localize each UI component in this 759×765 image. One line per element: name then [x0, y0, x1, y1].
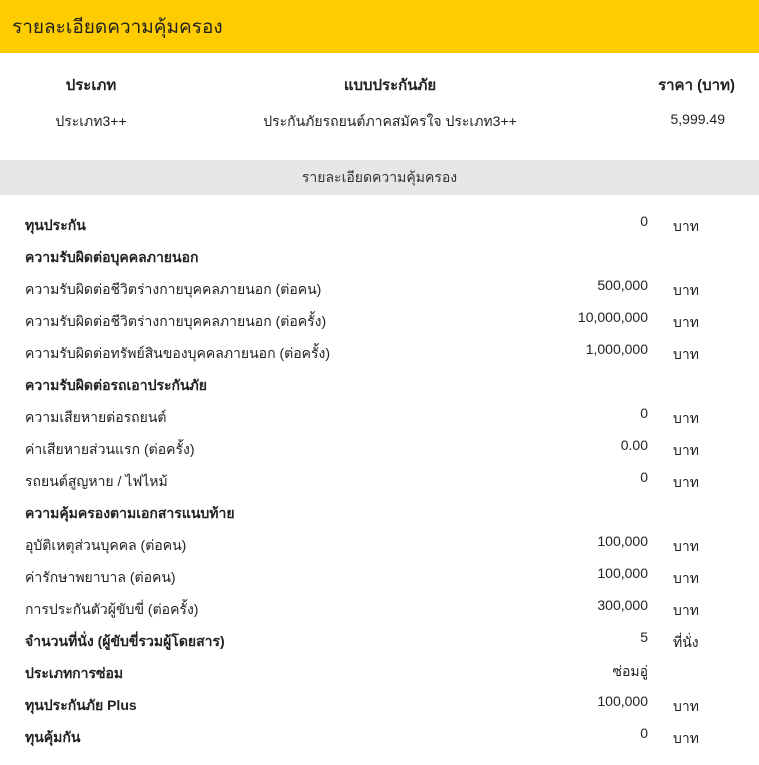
coverage-value: 100,000 [597, 533, 648, 549]
coverage-unit: บาท [673, 602, 699, 618]
coverage-unit: บาท [673, 410, 699, 426]
coverage-unit: บาท [673, 218, 699, 234]
price-value: 5,999.49 [670, 111, 725, 127]
coverage-value: 5 [640, 629, 648, 645]
price-header: ราคา (บาท) [658, 77, 735, 94]
coverage-value: 100,000 [597, 565, 648, 581]
coverage-value: 0 [640, 469, 648, 485]
coverage-row [0, 623, 759, 655]
coverage-label: ความรับผิดต่อบุคคลภายนอก [25, 249, 199, 265]
coverage-unit: บาท [673, 346, 699, 362]
header-bar [0, 0, 759, 53]
coverage-row [0, 719, 759, 751]
coverage-unit: บาท [673, 442, 699, 458]
coverage-unit: บาท [673, 698, 699, 714]
coverage-value: 0 [640, 213, 648, 229]
coverage-label: อุบัติเหตุส่วนบุคคล (ต่อคน) [25, 537, 187, 553]
coverage-row [0, 367, 759, 399]
coverage-unit: บาท [673, 314, 699, 330]
coverage-value: 300,000 [597, 597, 648, 613]
type-value: ประเภท3++ [55, 113, 127, 129]
coverage-row [0, 431, 759, 463]
coverage-unit: ที่นั่ง [673, 634, 699, 650]
section-header [0, 160, 759, 195]
coverage-value: 0 [640, 405, 648, 421]
coverage-label: รถยนต์สูญหาย / ไฟไหม้ [25, 473, 168, 489]
coverage-label: ความคุ้มครองตามเอกสารแนบท้าย [25, 505, 235, 521]
coverage-label: การประกันตัวผู้ขับขี่ (ต่อครั้ง) [25, 601, 199, 617]
coverage-unit: บาท [673, 474, 699, 490]
coverage-label: ความรับผิดต่อทรัพย์สินของบุคคลภายนอก (ต่อครั้ง) [25, 345, 331, 361]
coverage-row [0, 335, 759, 367]
coverage-value: 500,000 [597, 277, 648, 293]
plan-header: แบบประกันภัย [343, 77, 437, 94]
type-header: ประเภท [65, 77, 117, 94]
plan-value: ประกันภัยรถยนต์ภาคสมัครใจ ประเภท3++ [263, 113, 517, 129]
coverage-row [0, 303, 759, 335]
coverage-label: ความรับผิดต่อชีวิตร่างกายบุคคลภายนอก (ต่อครั้ง) [25, 313, 327, 329]
coverage-unit: บาท [673, 570, 699, 586]
coverage-value: 0.00 [620, 437, 648, 453]
coverage-row [0, 559, 759, 591]
coverage-row [0, 687, 759, 719]
coverage-label: ทุนประกัน [25, 217, 86, 233]
coverage-row [0, 655, 759, 687]
coverage-row [0, 527, 759, 559]
coverage-row [0, 239, 759, 271]
coverage-value: 1,000,000 [585, 341, 648, 357]
coverage-label: ความรับผิดต่อรถเอาประกันภัย [25, 377, 207, 393]
coverage-row [0, 463, 759, 495]
coverage-label: ค่ารักษาพยาบาล (ต่อคน) [25, 569, 176, 585]
coverage-value: 100,000 [597, 693, 648, 709]
coverage-row [0, 591, 759, 623]
coverage-value: 0 [640, 725, 648, 741]
coverage-label: ความเสียหายต่อรถยนต์ [25, 409, 167, 425]
coverage-row [0, 495, 759, 527]
coverage-label: ทุนประกันภัย Plus [25, 697, 137, 713]
coverage-unit: บาท [673, 538, 699, 554]
coverage-value: ซ่อมอู่ [612, 663, 648, 679]
section-title: รายละเอียดความคุ้มครอง [301, 168, 458, 185]
coverage-list [0, 195, 759, 751]
coverage-value: 10,000,000 [577, 309, 648, 325]
coverage-unit: บาท [673, 730, 699, 746]
coverage-unit: บาท [673, 282, 699, 298]
plan-summary [0, 53, 759, 160]
coverage-label: ประเภทการซ่อม [25, 665, 124, 681]
coverage-label: จำนวนที่นั่ง (ผู้ขับขี่รวมผู้โดยสาร) [25, 633, 225, 649]
coverage-label: ทุนคุ้มกัน [25, 729, 81, 745]
coverage-row [0, 399, 759, 431]
coverage-row [0, 207, 759, 239]
coverage-row [0, 271, 759, 303]
coverage-label: ความรับผิดต่อชีวิตร่างกายบุคคลภายนอก (ต่อคน) [25, 281, 322, 297]
page-title: รายละเอียดความคุ้มครอง [12, 16, 223, 38]
coverage-label: ค่าเสียหายส่วนแรก (ต่อครั้ง) [25, 441, 195, 457]
